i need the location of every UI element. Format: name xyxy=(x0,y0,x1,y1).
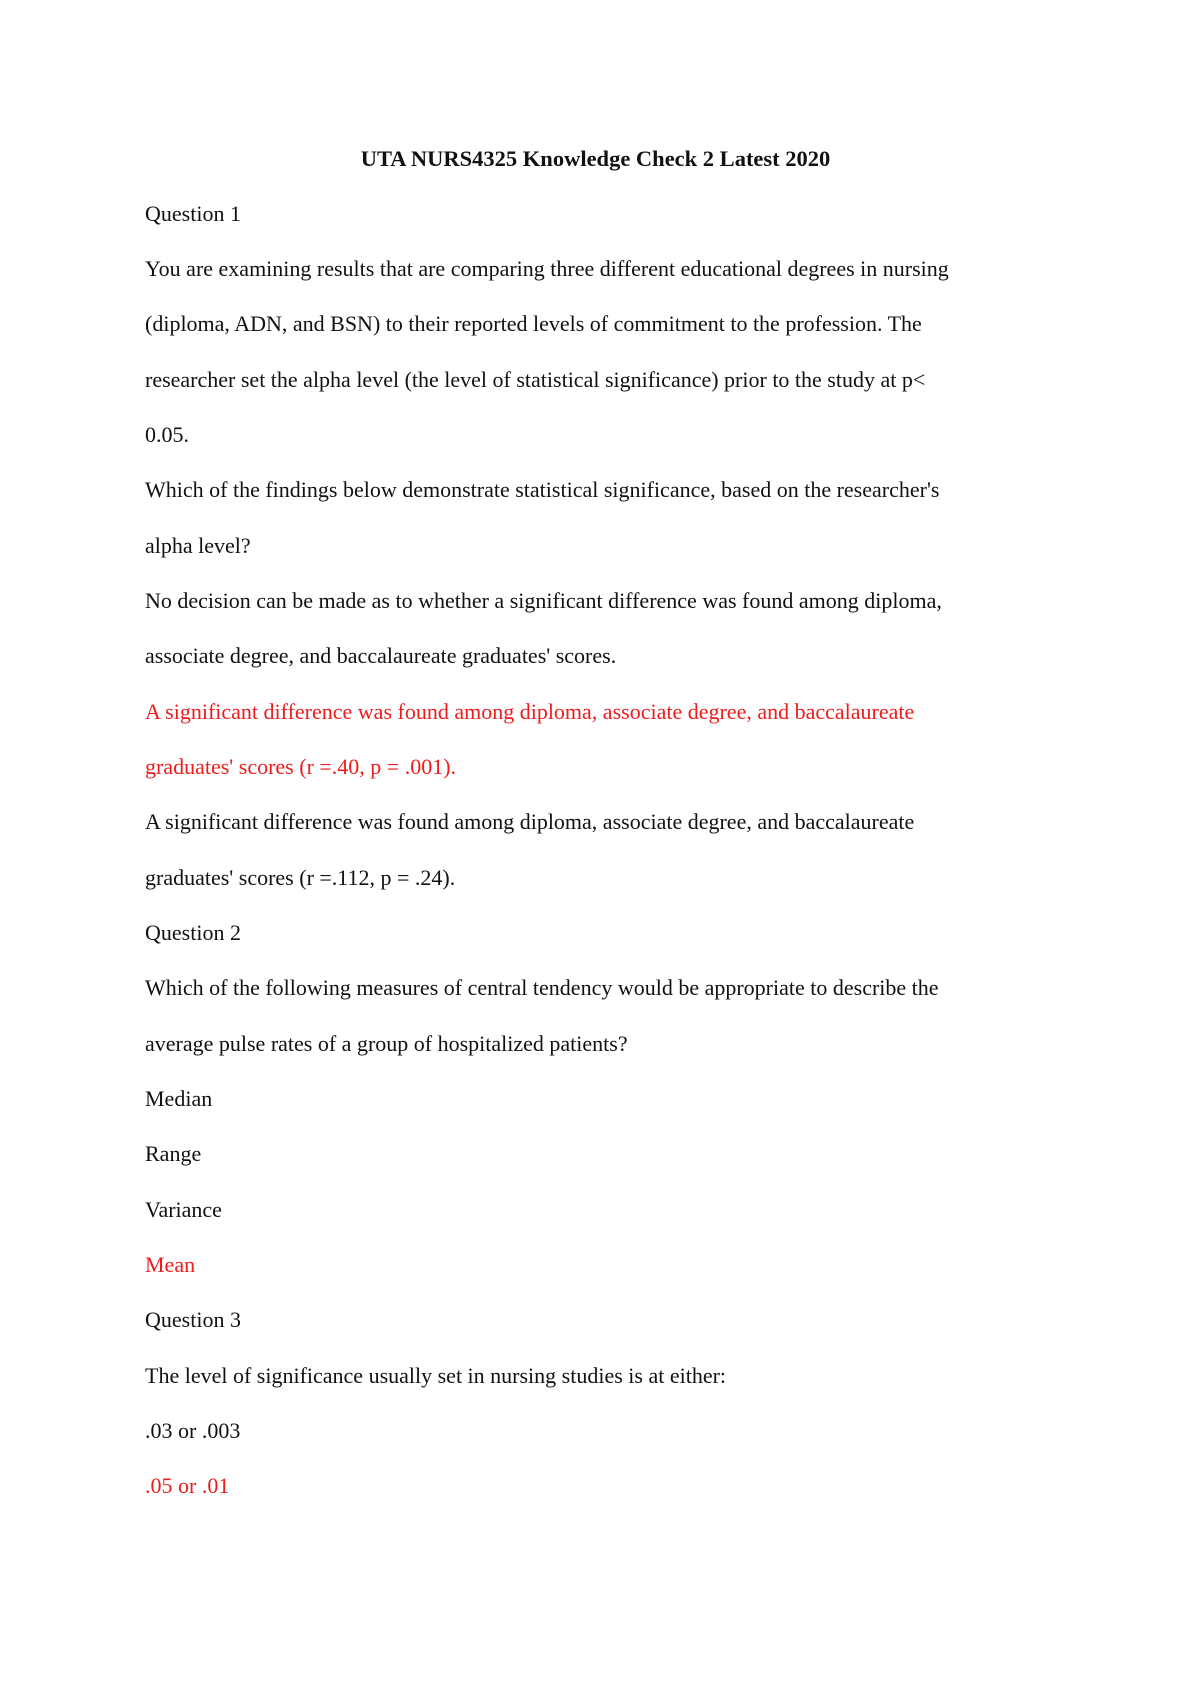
question-2-correct-answer: Mean xyxy=(145,1252,196,1277)
question-3-heading: Question 3 xyxy=(145,1307,241,1332)
question-1-stem-line: Which of the findings below demonstrate statistical significance, based on the researcher's xyxy=(145,477,940,502)
question-2-stem-line: average pulse rates of a group of hospitalized patients? xyxy=(145,1031,628,1056)
question-3-option-a: .03 or .003 xyxy=(145,1418,241,1443)
question-1-heading: Question 1 xyxy=(145,201,241,226)
question-1-stem-line: (diploma, ADN, and BSN) to their reported levels of commitment to the profession. The xyxy=(145,311,922,336)
question-2-option-b: Range xyxy=(145,1141,202,1166)
question-1-option-c: A significant difference was found among diploma, associate degree, and baccalaureate xyxy=(145,809,915,834)
question-1-option-a: No decision can be made as to whether a significant difference was found among diploma, xyxy=(145,588,942,613)
question-1-correct-answer: graduates' scores (r =.40, p = .001). xyxy=(145,754,457,779)
document-title: UTA NURS4325 Knowledge Check 2 Latest 2020 xyxy=(360,146,831,171)
question-1-stem-line: alpha level? xyxy=(145,533,251,558)
question-2-option-a: Median xyxy=(145,1086,213,1111)
question-1-stem-line: 0.05. xyxy=(145,422,189,447)
question-3-correct-answer: .05 or .01 xyxy=(145,1473,230,1498)
question-1-correct-answer: A significant difference was found among diploma, associate degree, and baccalaureate xyxy=(145,699,915,724)
question-1-option-c: graduates' scores (r =.112, p = .24). xyxy=(145,865,456,890)
question-2-stem-line: Which of the following measures of central tendency would be appropriate to describe the xyxy=(145,975,939,1000)
question-2-heading: Question 2 xyxy=(145,920,241,945)
question-3-stem-line: The level of significance usually set in nursing studies is at either: xyxy=(145,1363,727,1388)
question-1-option-a: associate degree, and baccalaureate graduates' scores. xyxy=(145,643,617,668)
question-1-stem-line: researcher set the alpha level (the level of statistical significance) prior to the study at p< xyxy=(145,367,926,392)
question-2-option-c: Variance xyxy=(145,1197,222,1222)
question-1-stem-line: You are examining results that are comparing three different educational degrees in nursing xyxy=(145,256,949,281)
